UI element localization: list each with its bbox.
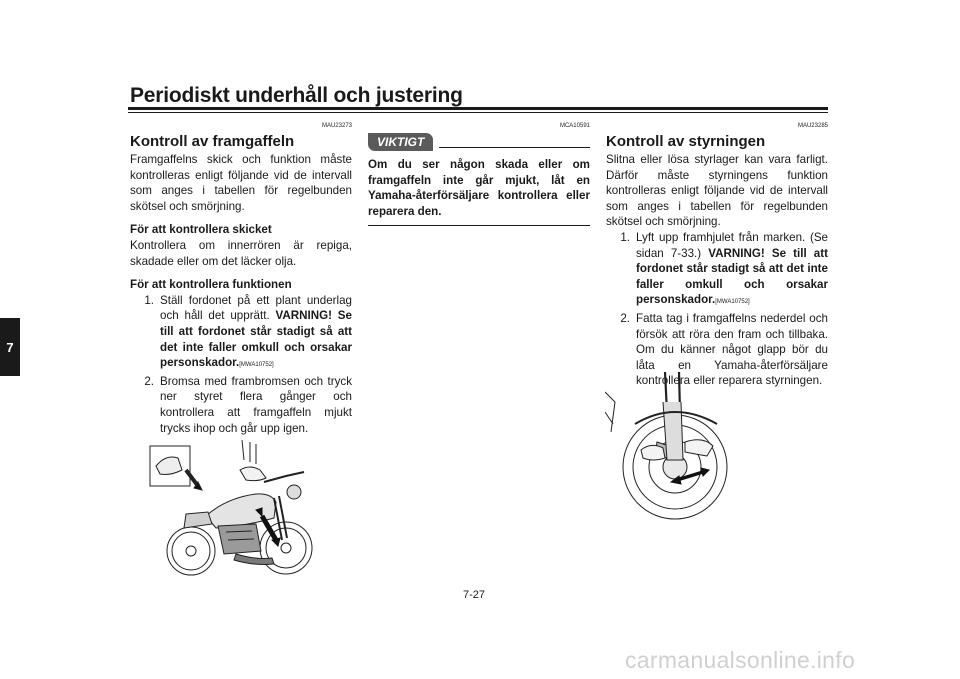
subsection-title: För att kontrollera skicket bbox=[130, 223, 272, 237]
list-number: 1. bbox=[144, 293, 154, 307]
notice-section bbox=[368, 122, 590, 226]
fork-section bbox=[130, 122, 352, 436]
notice-text: Om du ser någon skada eller om framgaffeln inte går mjukt, låt en Yamaha-återförsäljare kontrollera eller reparera den. bbox=[368, 158, 590, 218]
header-rule bbox=[128, 107, 828, 110]
step-text: Fatta tag i framgaffelns nederdel och försök att röra den fram och tillbaka. Om du känner något glapp bör du låta en Yamaha-återförsäljare kontrollera eller reparera styrningen. bbox=[636, 311, 828, 388]
list-item bbox=[130, 293, 352, 374]
section-title: Kontroll av framgaffeln bbox=[130, 133, 295, 150]
subsection-title: För att kontrollera funktionen bbox=[130, 278, 292, 292]
page-title: Periodiskt underhåll och justering bbox=[130, 84, 463, 107]
section-code: MAU23273 bbox=[321, 123, 352, 129]
list-number: 1. bbox=[620, 230, 630, 244]
warning-text: VARNING! Se till att fordonet står stadigt så att det inte faller omkull och orsakar personskador. bbox=[160, 309, 352, 370]
warning-code: [MWA10752] bbox=[715, 299, 750, 306]
step-text: Bromsa med frambromsen och tryck ner styret flera gånger och kontrollera att framgaffeln mjukt trycks ihop och går upp igen. bbox=[160, 374, 352, 435]
watermark: carmanualsonline.info bbox=[625, 647, 856, 673]
section-code: MAU23285 bbox=[797, 123, 828, 129]
section-code: MCA10591 bbox=[559, 123, 590, 129]
front-wheel-steering-check-illustration bbox=[605, 372, 745, 522]
motorcycle-fork-compression-illustration bbox=[146, 436, 334, 579]
list-item bbox=[130, 374, 352, 436]
warning-code: [MWA10752] bbox=[239, 362, 274, 369]
subsection-text: Kontrollera om innerrören är repiga, skadade eller om det läcker olja. bbox=[130, 238, 352, 268]
step-text: Lyft upp framhjulet från marken. (Se sidan 7-33.) bbox=[636, 230, 828, 260]
section-intro: Framgaffelns skick och funktion måste kontrolleras enligt följande vid de intervall som anges i tabellen för regelbunden skötsel och smörjning. bbox=[130, 153, 352, 213]
list-number: 2. bbox=[620, 311, 630, 325]
header-rule-thin bbox=[128, 112, 828, 113]
steering-section bbox=[606, 122, 828, 389]
list-item bbox=[606, 230, 828, 311]
warning-text: VARNING! Se till att fordonet står stadigt så att det inte faller omkull och orsakar personskador. bbox=[636, 246, 828, 307]
section-intro: Slitna eller lösa styrlager kan vara farligt. Därför måste styrningens funktion kontrolleras enligt följande vid de intervall som anges i tabellen för regelbunden skötsel och smörjning. bbox=[606, 153, 828, 229]
list-number: 2. bbox=[144, 374, 154, 388]
page-number: 7-27 bbox=[463, 589, 486, 601]
chapter-tab: 7 bbox=[0, 318, 20, 376]
section-title: Kontroll av styrningen bbox=[606, 133, 766, 150]
step-text: Ställ fordonet på ett plant underlag och håll det upprätt. bbox=[160, 293, 352, 323]
notice-rule bbox=[439, 147, 590, 148]
notice-rule-bottom bbox=[368, 225, 590, 226]
notice-label: VIKTIGT bbox=[368, 133, 433, 151]
